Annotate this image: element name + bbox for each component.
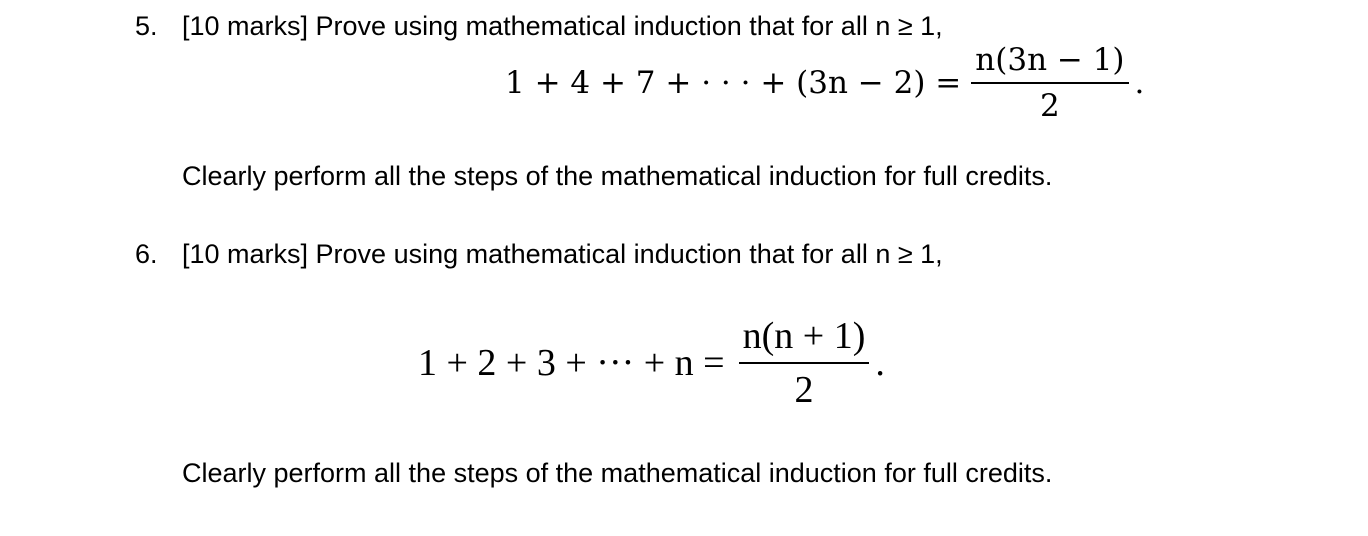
question-instruction: Clearly perform all the steps of the mathematical induction for full credits. [182,458,1053,488]
question-number: 6. [135,239,158,269]
fraction [739,314,870,412]
fraction-numerator: n(n + 1) [742,315,866,357]
equation-period: . [1134,65,1145,101]
fraction-numerator: n(3n − 1) [975,42,1125,78]
fraction [971,42,1128,124]
equation-period: . [875,342,885,384]
equation-lhs: 1 + 2 + 3 + ··· + n = [418,342,725,384]
question-prompt: [10 marks] Prove using mathematical induction that for all n ≥ 1, [182,239,943,269]
question-prompt: [10 marks] Prove using mathematical induction that for all n ≥ 1, [182,11,943,41]
equation [418,314,885,412]
equation-lhs: 1 + 4 + 7 + · · · + (3n − 2) = [505,65,962,101]
fraction-denominator: 2 [794,369,814,411]
equation [505,42,1144,124]
question-number: 5. [135,11,158,41]
fraction-denominator: 2 [1040,88,1060,124]
question-instruction: Clearly perform all the steps of the mathematical induction for full credits. [182,161,1053,191]
